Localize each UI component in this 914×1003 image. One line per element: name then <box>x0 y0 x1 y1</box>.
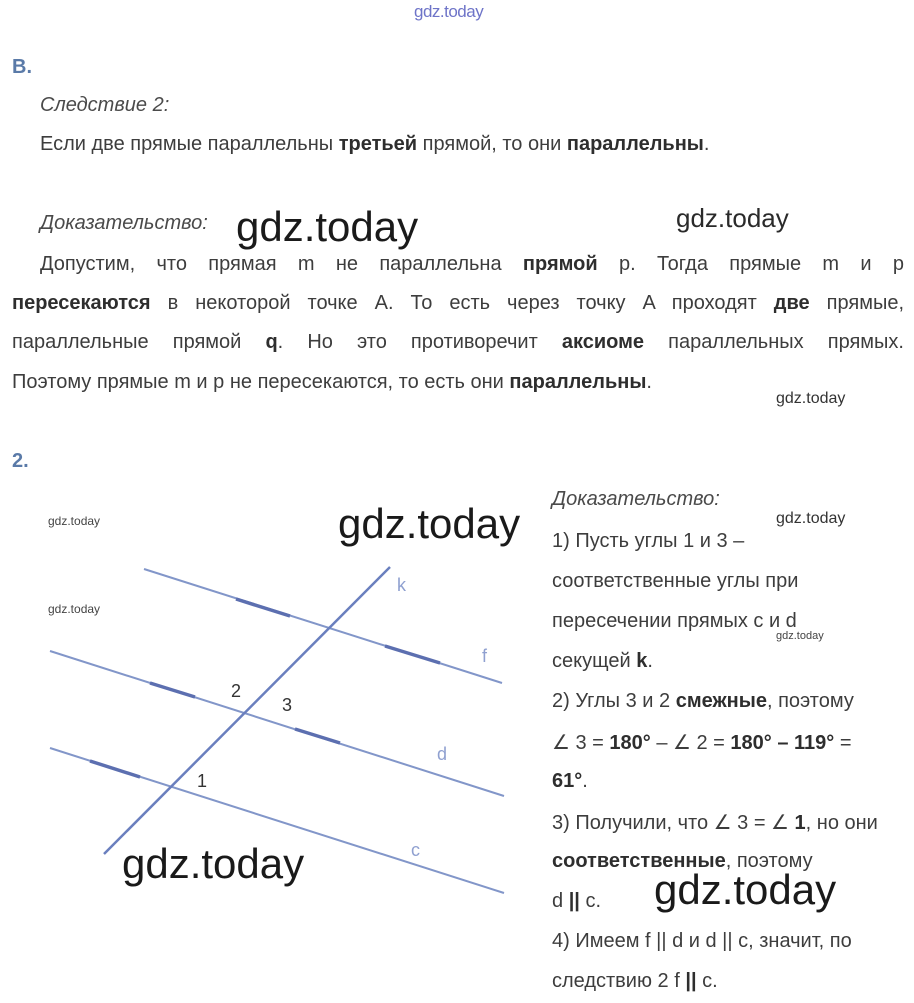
watermark-top: gdz.today <box>414 2 484 21</box>
section-label-b: В. <box>12 56 32 78</box>
watermark-large-3: gdz.today <box>122 840 305 887</box>
line-d <box>50 651 504 796</box>
proof2-line-7: 61°. <box>552 770 588 792</box>
watermark-small-1: gdz.today <box>776 390 846 407</box>
proof-line-2: пересекаются в некоторой точке A. То есть через точку A проходят две прямые, <box>12 292 905 314</box>
line-c-mark-1 <box>90 761 140 777</box>
proof2-line-11: 4) Имеем f || d и d || c, значит, по <box>552 930 852 952</box>
proof-title-2: Доказательство: <box>552 488 720 510</box>
proof-line-1: Допустим, что прямая m не параллельна прямой p. Тогда прямые m и p <box>40 253 904 275</box>
watermark-tiny-2: gdz.today <box>48 602 101 616</box>
proof-title-b: Доказательство: <box>40 212 208 234</box>
proof2-line-2: соответственные углы при <box>552 570 799 592</box>
line-f <box>144 569 502 683</box>
proof2-line-5: 2) Углы 3 и 2 смежные, поэтому <box>552 690 854 712</box>
angle-label-1: 1 <box>197 771 208 791</box>
proof2-line-1: 1) Пусть углы 1 и 3 – <box>552 530 745 552</box>
proof-line-4: Поэтому прямые m и p не пересекаются, то есть они параллельны. <box>12 371 652 393</box>
angle-label-2: 2 <box>231 681 242 701</box>
proof2-line-3: пересечении прямых c и d <box>552 610 797 632</box>
proof2-line-6: ∠ 3 = 180° – ∠ 2 = 180° – 119° = <box>552 732 852 754</box>
label-f: f <box>482 646 488 666</box>
corollary-statement: Если две прямые параллельны третьей прямой, то они параллельны. <box>40 133 710 155</box>
proof2-line-12: следствию 2 f || c. <box>552 970 718 992</box>
proof2-line-10: d || c. <box>552 890 602 912</box>
watermark-large-4: gdz.today <box>654 866 837 913</box>
label-k: k <box>397 575 406 595</box>
watermark-large-1: gdz.today <box>236 203 419 250</box>
section-label-2: 2. <box>12 450 29 472</box>
proof2-line-8: 3) Получили, что ∠ 3 = ∠ 1, но они <box>552 812 878 834</box>
watermark-tiny-3: gdz.today <box>776 630 824 642</box>
line-f-mark-1 <box>236 599 290 616</box>
watermark-large-2: gdz.today <box>338 500 521 547</box>
line-d-mark-2 <box>295 729 340 743</box>
watermark-small-2: gdz.today <box>776 510 846 527</box>
watermark-tiny-1: gdz.today <box>48 514 101 528</box>
corollary-title: Следствие 2: <box>40 94 170 116</box>
angle-label-3: 3 <box>282 695 293 715</box>
label-c: c <box>411 840 420 860</box>
label-d: d <box>437 744 448 764</box>
proof2-line-9: соответственные, поэтому <box>552 850 813 872</box>
line-d-mark-1 <box>150 683 195 697</box>
line-f-mark-2 <box>385 646 440 663</box>
proof2-line-4: секущей k. <box>552 650 653 672</box>
proof-line-3: параллельные прямой q. Но это противоречит аксиоме параллельных прямых. <box>12 331 904 353</box>
watermark-medium-1: gdz.today <box>676 203 789 233</box>
